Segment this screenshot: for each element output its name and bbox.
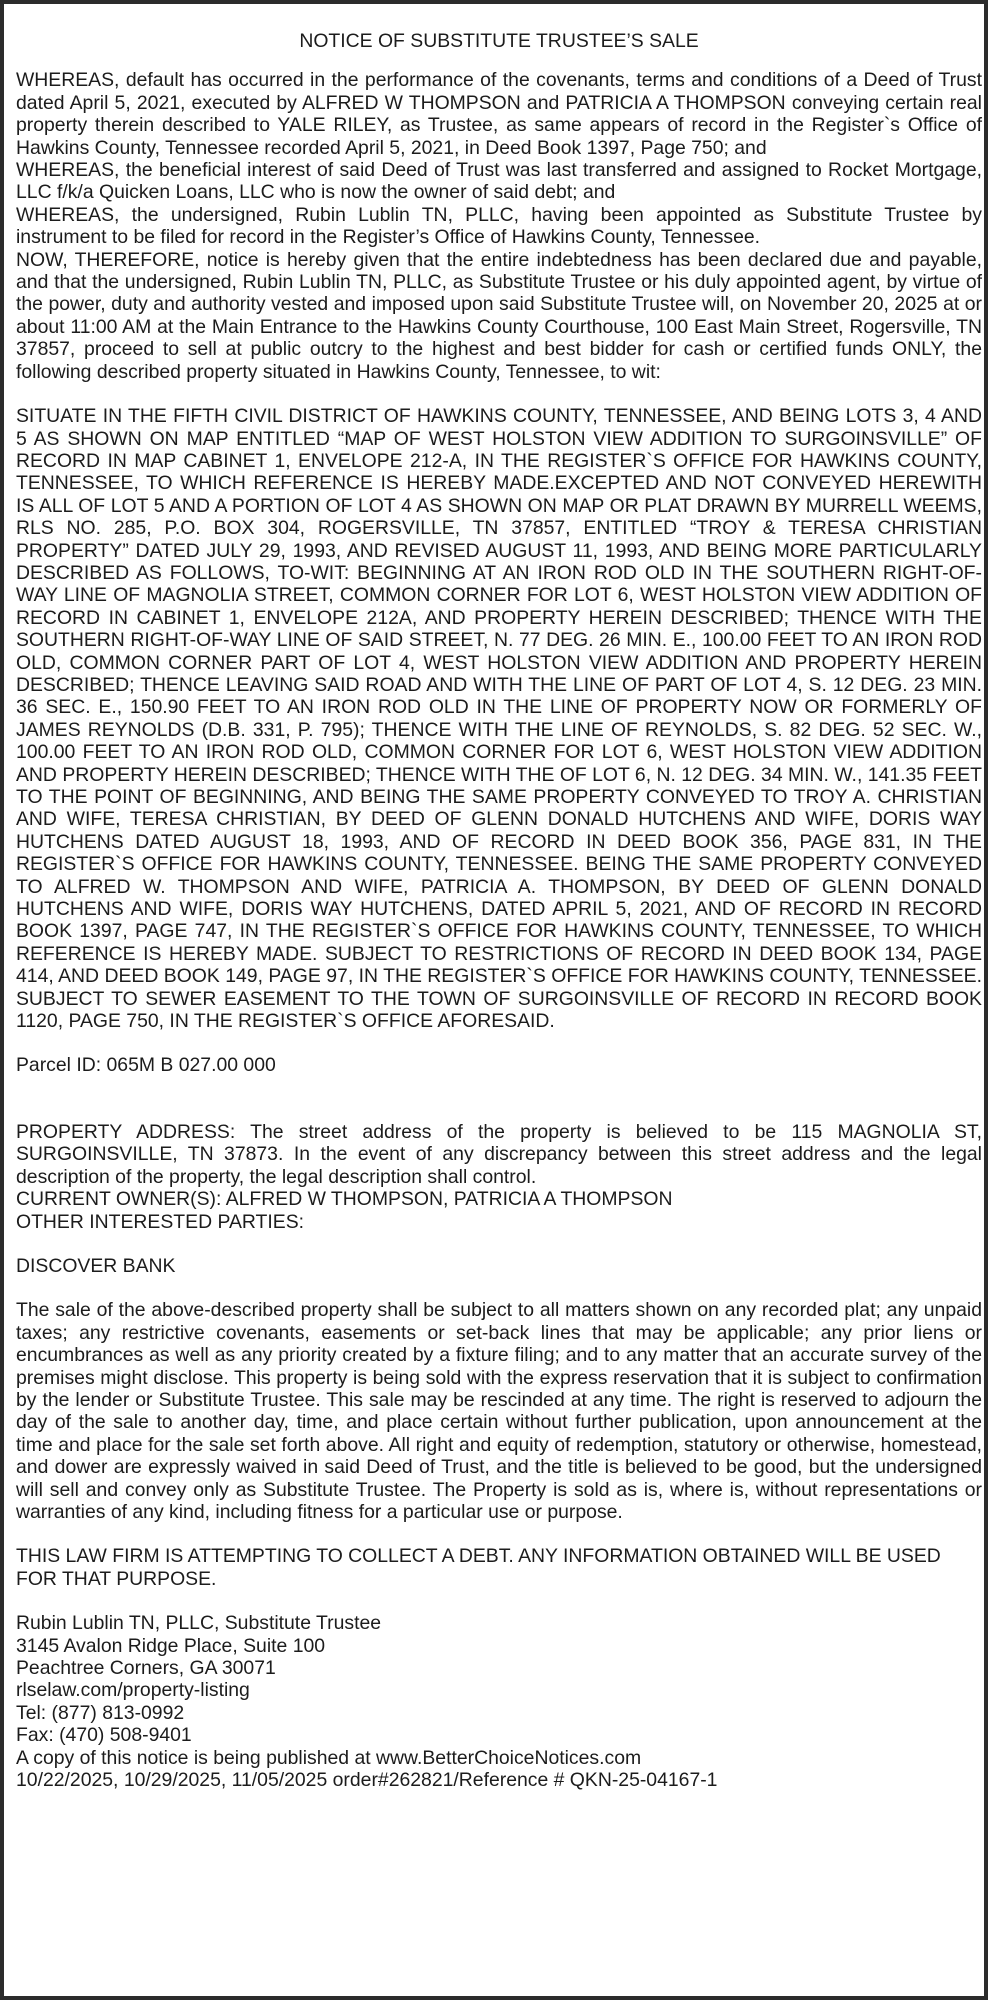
sale-terms-paragraph: The sale of the above-described property shall be subject to all matters shown on any recorded plat; any unpaid taxes; any restrictive covenants, easements or set-back lines that may be applicable; any prior liens or encumbrances as well as any priority created by a fixture filing; and to any matter that an accurate survey of the premises might disclose. This property is being sold with the express reservation that it is subject to confirmation by the lender or Substitute Trustee. This sale may be rescinded at any time. The right is reserved to adjourn the day of the sale to another day, time, and place certain without further publication, upon announcement at the time and place for the sale set forth above. All right and equity of redemption, statutory or otherwise, homestead, and dower are expressly waived in said Deed of Trust, and the title is believed to be good, but the undersigned will sell and convey only as Substitute Trustee. The Property is sold as is, where is, without representations or warranties of any kind, including fitness for a particular use or purpose. (16, 1299, 982, 1523)
notice-title: NOTICE OF SUBSTITUTE TRUSTEE’S SALE (299, 30, 699, 52)
contact-tel: Tel: (877) 813-0992 (16, 1701, 185, 1724)
publication-dates: 10/22/2025, 10/29/2025, 11/05/2025 order#262821/Reference # QKN-25-04167-1 (16, 1769, 718, 1792)
other-parties-label: OTHER INTERESTED PARTIES: (16, 1210, 305, 1233)
publication-note: A copy of this notice is being published at www.BetterChoiceNotices.com (16, 1746, 642, 1769)
current-owners: CURRENT OWNER(S): ALFRED W THOMPSON, PATRICIA A THOMPSON (16, 1188, 673, 1211)
whereas-appointment-paragraph: WHEREAS, the undersigned, Rubin Lublin TN, PLLC, having been appointed as Substitute Trustee by instrument to be filed for record in the Register’s Office of Hawkins County, Tennessee. (16, 203, 982, 249)
whereas-assignment-paragraph: WHEREAS, the beneficial interest of said Deed of Trust was last transferred and assigned to Rocket Mortgage, LLC f/k/a Quicken Loans, LLC who is now the owner of said debt; and (16, 159, 982, 204)
property-address-paragraph: PROPERTY ADDRESS: The street address of the property is believed to be 115 MAGNOLIA ST, SURGOINSVILLE, TN 37873. In the event of any discrepancy between this street address and the legal description of the property, the legal description shall control. (16, 1120, 982, 1188)
whereas-default-paragraph: WHEREAS, default has occurred in the performance of the covenants, terms and conditions of a Deed of Trust dated April 5, 2021, executed by ALFRED W THOMPSON and PATRICIA A THOMPSON conveying certain real property therein described to YALE RILEY, as Trustee, as same appears of record in the Register`s Office of Hawkins County, Tennessee recorded April 5, 2021, in Deed Book 1397, Page 750; and (16, 69, 982, 159)
contact-firm: Rubin Lublin TN, PLLC, Substitute Trustee (16, 1612, 382, 1635)
parcel-id: Parcel ID: 065M B 027.00 000 (16, 1054, 276, 1077)
now-therefore-paragraph: NOW, THEREFORE, notice is hereby given that the entire indebtedness has been declared due and payable, and that the undersigned, Rubin Lublin TN, PLLC, as Substitute Trustee or his duly appointed agent, by virtue of the power, duty and authority vested and imposed upon said Substitute Trustee will, on November 20, 2025 at or about 11:00 AM at the Main Entrance to the Hawkins County Courthouse, 100 East Main Street, Rogersville, TN 37857, proceed to sell at public outcry to the highest and best bidder for cash or certified funds ONLY, the following described property situated in Hawkins County, Tennessee, to wit: (16, 248, 982, 383)
contact-website-link[interactable]: rlselaw.com/property-listing (16, 1679, 250, 1702)
debt-collector-notice: THIS LAW FIRM IS ATTEMPTING TO COLLECT A DEBT. ANY INFORMATION OBTAINED WILL BE USED FOR THAT PURPOSE. (16, 1545, 941, 1590)
other-party-discover-bank: DISCOVER BANK (16, 1254, 176, 1277)
contact-address-line-2: Peachtree Corners, GA 30071 (16, 1657, 276, 1679)
notice-content (16, 30, 982, 1791)
contact-fax: Fax: (470) 508-9401 (16, 1724, 192, 1747)
contact-block (16, 1612, 982, 1791)
contact-address-line-1: 3145 Avalon Ridge Place, Suite 100 (16, 1634, 326, 1657)
legal-description: SITUATE IN THE FIFTH CIVIL DISTRICT OF HAWKINS COUNTY, TENNESSEE, AND BEING LOTS 3, 4 AND 5 AS SHOWN ON MAP ENTITLED “MAP OF WEST HOLSTON VIEW ADDITION TO SURGOINSVILLE” OF RECORD IN MAP CABINET 1, ENVELOPE 212-A, IN THE REGISTER`S OFFICE FOR HAWKINS COUNTY, TENNESSEE, TO WHICH REFERENCE IS HEREBY MADE.EXCEPTED AND NOT CONVEYED HEREWITH IS ALL OF LOT 5 AND A PORTION OF LOT 4 AS SHOWN ON MAP OR PLAT DRAWN BY MURRELL WEEMS, RLS NO. 285, P.O. BOX 304, ROGERSVILLE, TN 37857, ENTITLED “TROY & TERESA CHRISTIAN PROPERTY” DATED JULY 29, 1993, AND REVISED AUGUST 11, 1993, AND BEING MORE PARTICULARLY DESCRIBED AS FOLLOWS, TO-WIT: BEGINNING AT AN IRON ROD OLD IN THE SOUTHERN RIGHT-OF-WAY LINE OF MAGNOLIA STREET, COMMON CORNER FOR LOT 6, WEST HOLSTON VIEW ADDITION OF RECORD IN CABINET 1, ENVELOPE 212A, AND PROPERTY HEREIN DESCRIBED; THENCE WITH THE SOUTHERN RIGHT-OF-WAY LINE OF SAID STREET, N. 77 DEG. 26 MIN. E., 100.00 FEET TO AN IRON ROD OLD, COMMON CORNER PART OF LOT 4, WEST HOLSTON VIEW ADDITION AND PROPERTY HEREIN DESCRIBED; THENCE LEAVING SAID ROAD AND WITH THE LINE OF PART OF LOT 4, S. 12 DEG. 23 MIN. 36 SEC. E., 150.90 FEET TO AN IRON ROD OLD IN THE LINE OF PROPERTY NOW OR FORMERLY OF JAMES REYNOLDS (D.B. 331, P. 795); THENCE WITH THE LINE OF REYNOLDS, S. 82 DEG. 52 SEC. W., 100.00 FEET TO AN IRON ROD OLD, COMMON CORNER FOR LOT 6, WEST HOLSTON VIEW ADDITION AND PROPERTY HEREIN DESCRIBED; THENCE WITH THE OF LOT 6, N. 12 DEG. 34 MIN. W., 141.35 FEET TO THE POINT OF BEGINNING, AND BEING THE SAME PROPERTY CONVEYED TO TROY A. CHRISTIAN AND WIFE, TERESA CHRISTIAN, BY DEED OF GLENN DONALD HUTCHENS AND WIFE, DORIS WAY HUTCHENS DATED AUGUST 18, 1993, AND OF RECORD IN DEED BOOK 356, PAGE 831, IN THE REGISTER`S OFFICE FOR HAWKINS COUNTY, TENNESSEE. BEING THE SAME PROPERTY CONVEYED TO ALFRED W. THOMPSON AND WIFE, PATRICIA A. THOMPSON, BY DEED OF GLENN DONALD HUTCHENS AND WIFE, DORIS WAY HUTCHENS, DATED APRIL 5, 2021, AND OF RECORD IN RECORD BOOK 1397, PAGE 747, IN THE REGISTER`S OFFICE FOR HAWKINS COUNTY, TENNESSEE, TO WHICH REFERENCE IS HEREBY MADE. SUBJECT TO RESTRICTIONS OF RECORD IN DEED BOOK 134, PAGE 414, AND DEED BOOK 149, PAGE 97, IN THE REGISTER`S OFFICE FOR HAWKINS COUNTY, TENNESSEE. SUBJECT TO SEWER EASEMENT TO THE TOWN OF SURGOINSVILLE OF RECORD IN RECORD BOOK 1120, PAGE 750, IN THE REGISTER`S OFFICE AFORESAID. (16, 405, 982, 1033)
